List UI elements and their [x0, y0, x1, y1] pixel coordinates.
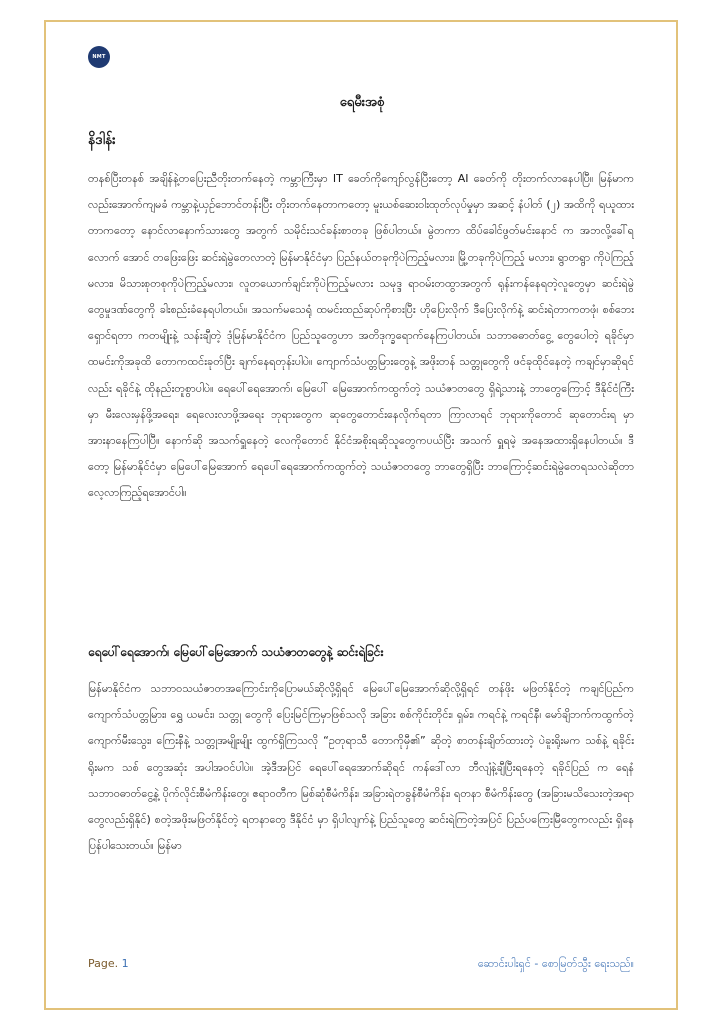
section-body-resources: မြန်မာနိုင်ငံက သဘာဝသယံဇာတအကြောင်းကိုပြောမယ်ဆိုလို့ရှိရင် မြေပေါ်မြေအောက်ဆိုလို့ရှိရင် တန်ဖိုး မဖြတ်နိုင်တဲ့ ကချင်ပြည်က ကျောက်သံပတ္တမြား၊ ရွှေ ယမင်း၊ သတ္တု တွေကို ပြေးမြင်ကြမှာဖြစ်သလို အခြား စစ်ကိုင်းတိုင်း၊ ရှမ်း၊ ကရင်နဲ့ ကရင်နီ၊ မော်ချိဘက်ကထွက်တဲ့ ကျောက်မီးသွေး၊ ကြေးနီနဲ့ သတ္တုအမျိုးမျိုး ထွက်ရှိကြသလို “ဥတုရာသီ တောကိုမှီ၏” ဆိုတဲ့ စာတန်းချိတ်ထားတဲ့ ပဲခူးရိုးမက သစ်နဲ့ ရခိုင်းရိုးမက သစ် တွေအဆုံး အပါအဝင်ပါပဲ။ အဲ့ဒီအပြင် ရေပေါ်ရေအောက်ဆိုရင် ကန်ဒေါ်လာ ဘီလျံနဲ့ချီပြီးရနေတဲ့ ရခိုင်ပြည် က ရေနံသဘာဝဓာတ်ငွေ့နဲ့ ပိုက်လိုင်းစီမံကိန်းတွေ၊ ဧရာဝတီက မြစ်ဆုံစီမံကိန်း၊ အခြားရဲတခွန်စီမံကိန်း၊ ရတနာ စီမံကိန်းတွေ (အခြားမသိသေးတဲ့အရာတွေလည်းရှိနိုင်) စတဲ့အဖိုးမဖြတ်နိုင်တဲ့ ရတနာတွေ ဒီနိုင်ငံ မှာ ရှိပါလျက်နဲ့ ပြည်သူတွေ ဆင်းရဲကြတဲ့အပြင် ပြည်ပကြေးမြီတွေကလည်း ရှိနေပြန်ပါသေးတယ်။ မြန်မာ: [88, 682, 634, 853]
page-label: Page.: [88, 957, 119, 970]
page-number: [88, 957, 129, 970]
footer-author: ဆောင်းပါးရှင် - စောမြတ်သွီး ရေးသည်။: [477, 957, 634, 970]
page-number-value: 1: [121, 957, 129, 970]
publisher-logo: [88, 46, 110, 68]
section-heading-intro: နိဒါန်း: [88, 132, 116, 148]
document-title: ရေမီးအစုံ: [339, 95, 385, 110]
logo-text: NMT: [92, 54, 106, 60]
section-body-intro: တနစ်ပြီးတနစ် အချိန်နဲ့တပြေးညီတိုးတက်နေတဲ့ ကမ္ဘာကြီးမှာ IT ခေတ်ကိုကျော်လွန်ပြီးတော့ AI ခေတ်ကို တိုးတက်လာနေပါပြီ။ မြန်မာကလည်းအောက်ကျမခံ ကမ္ဘာနဲ့ယှဉ်ဘောင်တန်းပြီး တိုးတက်နေတာကတော့ မူးယစ်ဆေးဝါးထုတ်လုပ်မှုမှာ အဆင့် နံပါတ် (၂) အထိကို ရယူထားတာကတော့ နောင်လာနောက်သားတွေ အတွက် သမိုင်းသင်ခန်းစာတခု ဖြစ်ပါတယ်။ မွဲတကာ ထိပ်ခေါင်ဖွတ်မင်းနောင် က အဘလို့ခေါ်ရလောက် အောင် တဖြေးဖြေး ဆင်းရဲမွဲတေလာတဲ့ မြန်မာနိုင်ငံမှာ ပြည်နယ်တခုကိုပဲကြည့်မလား၊ မြို့တခုကိုပဲကြည့် မလား၊ ရွာတရွာ ကိုပဲကြည့်မလား၊ မိသားစုတစုကိုပဲကြည့်မလား၊ လူတယောက်ချင်းကိုပဲကြည့်မလား သမုဒ္ဒ ရာဝမ်းတထွာအတွက် ရုန်းကန်နေရတဲ့လူတွေမှာ ဆင်းရဲမွဲတွေမှုဒဏ်တွေကို ခါးစည်းခံနေရပါတယ်။ အသက်မသေရုံ ထမင်းထည်ဆုပ်ကိုစားပြီး ဟိုပြေးလိုက် ဒီပြေးလိုက်နဲ့ ဆင်းရဲတာကတဖုံ၊ စစ်ဘေးရှောင်ရတာ ကတမျိုးနဲ့ သန်းချီတဲ့ ဒုံမြန်မာနိုင်ငံက ပြည်သူတွေဟာ အတိဒုက္ခရောက်နေကြပါတယ်။ သဘာဓဓာတ်ငွေ့ တွေပေါတဲ့ ရခိုင်မှာ ထမင်းကိုအခုထိ တောကထင်းခုတ်ပြီး ချက်နေရတုန်းပါပဲ။ ကျောက်သံပတ္တမြားတွေနဲ့ အဖိုးတန် သတ္တုတွေကို ဖင်ခုထိုင်နေတဲ့ ကချင်မှာဆိုရင်လည်း ရခိုင်နဲ့ ထိုနည်းတူစွာပါပဲ။ ရေပေါ်ရေအောက်၊ မြေပေါ် မြေအောက်ကထွက်တဲ့ သယံဇာတတွေ ရှိရဲ့သားနဲ့ ဘာတွေကြောင့် ဒီနိုင်ငံကြီးမှာ မီးလေးမှန်ဖို့အရေး၊ ရေလေးလာဖို့အရေး ဘုရားတွေက ဆုတွေတောင်းနေလိုက်ရတာ ကြာလာရင် ဘုရားကိုတောင် ဆုတောင်းရ မှာ အားနာနေကြပါပြီ။ နောက်ဆို အသက်ရှူနေတဲ့ လေကိုတောင် နိုင်ငံအစိုးရဆိုသူတွေကပယ်ပြီး အသက် ရှူရမဲ့ အနေအထားရှိနေပါတယ်။ ဒီတော့ မြန်မာနိုင်ငံမှာ မြေပေါ်မြေအောက် ရေပေါ်ရေအောက်ကထွက်တဲ့ သယံဇာတတွေ ဘာတွေရှိပြီး ဘာကြောင့်ဆင်းရဲမွဲတေရသလဲဆိုတာ လေ့လာကြည့်ရအောင်ပါ။: [88, 172, 634, 500]
section-heading-resources: ရေပေါ်ရေအောက်၊ မြေပေါ်မြေအောက် သယံဇာတတွေနဲ့ ဆင်းရဲခြင်း: [88, 645, 384, 659]
